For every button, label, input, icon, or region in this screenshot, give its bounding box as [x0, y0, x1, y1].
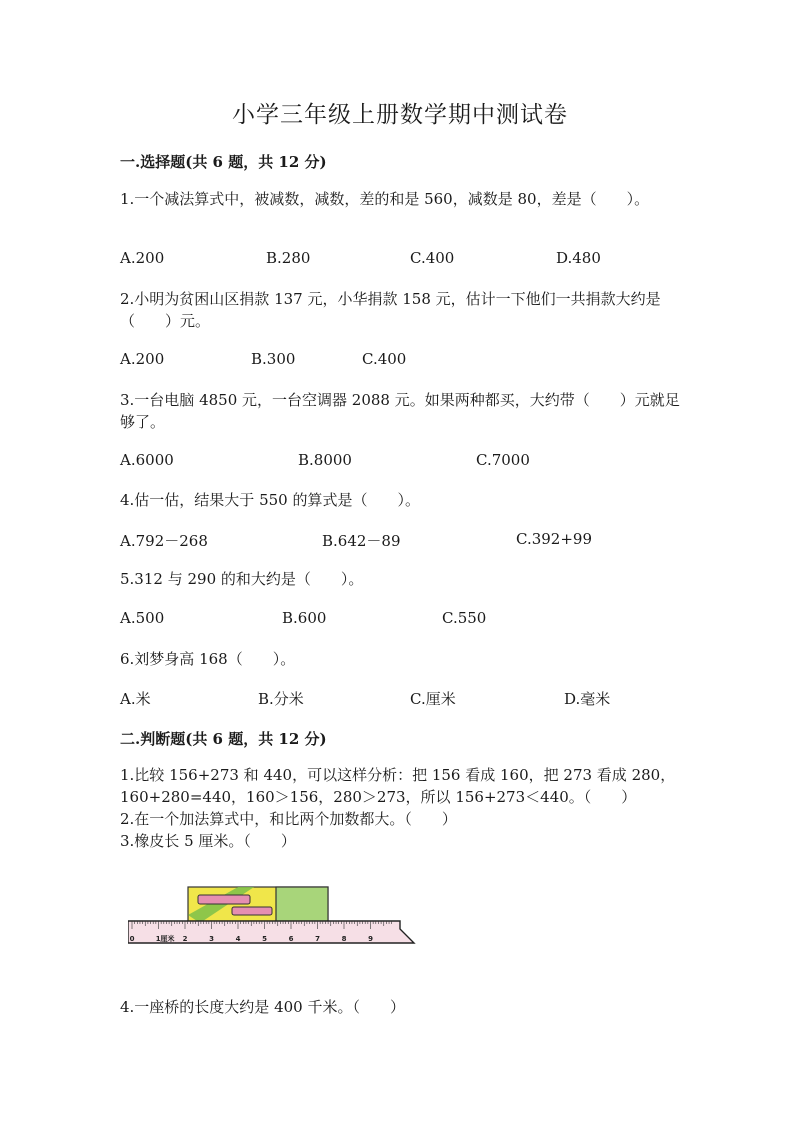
option-d[interactable]: D.毫米 — [564, 690, 611, 708]
ruler-tick-label: 8 — [341, 935, 347, 943]
ruler-unit-label: 1厘米 — [155, 935, 175, 943]
options-1-2 — [120, 350, 700, 372]
page-title: 小学三年级上册数学期中测试卷 — [232, 102, 568, 128]
option-c[interactable]: C.400 — [410, 249, 455, 267]
ruler-tick-label: 9 — [368, 935, 373, 943]
ruler-tick-label: 3 — [209, 935, 214, 943]
question-1-6: 6.刘梦身高 168（ ）。 — [120, 650, 296, 668]
option-d[interactable]: D.480 — [556, 249, 601, 267]
question-2-2: 2.在一个加法算式中，和比两个加数都大。（ ） — [120, 810, 457, 828]
options-1-5 — [120, 609, 700, 631]
eraser-piece-bottom — [232, 907, 272, 915]
ruler-tick-label: 7 — [315, 935, 320, 943]
question-1-1: 1.一个减法算式中，被减数，减数，差的和是 560，减数是 80，差是（ ）。 — [120, 190, 650, 208]
option-c[interactable]: C.7000 — [476, 451, 530, 469]
option-b[interactable]: B.8000 — [298, 451, 352, 469]
options-1-4 — [120, 530, 700, 552]
ruler-tick-label: 2 — [182, 935, 188, 943]
ruler-tick-label: 6 — [288, 935, 294, 943]
eraser-ruler-figure — [128, 885, 418, 951]
section-heading-choice: 一.选择题(共 6 题，共 12 分) — [120, 153, 327, 171]
option-c[interactable]: C.550 — [442, 609, 487, 627]
option-a[interactable]: A.米 — [120, 690, 151, 708]
options-1-1 — [120, 249, 700, 271]
option-b[interactable]: B.280 — [266, 249, 311, 267]
ruler-tick-label: 0 — [129, 935, 135, 943]
question-2-4: 4.一座桥的长度大约是 400 千米。（ ） — [120, 998, 405, 1016]
option-a[interactable]: A.200 — [120, 350, 165, 368]
option-b[interactable]: B.分米 — [258, 690, 304, 708]
option-c[interactable]: C.厘米 — [410, 690, 456, 708]
option-b[interactable]: B.600 — [282, 609, 327, 627]
question-1-4: 4.估一估，结果大于 550 的算式是（ ）。 — [120, 491, 420, 509]
question-2-1: 1.比较 156+273 和 440，可以这样分析：把 156 看成 160，把 273 看成 280，160+280=440，160＞156，280＞273，所以 156+273＜440。（ ） — [120, 766, 676, 806]
option-a[interactable]: A.6000 — [120, 451, 174, 469]
option-b[interactable]: B.300 — [251, 350, 296, 368]
options-1-3 — [120, 451, 700, 473]
question-1-2: 2.小明为贫困山区捐款 137 元，小华捐款 158 元，估计一下他们一共捐款大约是（ ）元。 — [120, 290, 661, 330]
eraser-box-green — [276, 887, 328, 923]
section-heading-judge: 二.判断题(共 6 题，共 12 分) — [120, 730, 327, 748]
question-1-3: 3.一台电脑 4850 元，一台空调器 2088 元。如果两种都买，大约带（ ）元就足够了。 — [120, 391, 680, 431]
option-c[interactable]: C.392+99 — [516, 530, 592, 548]
option-b[interactable]: B.642－89 — [322, 532, 401, 550]
eraser-piece-top — [198, 895, 250, 904]
question-2-3: 3.橡皮长 5 厘米。（ ） — [120, 832, 296, 850]
option-a[interactable]: A.792－268 — [120, 532, 208, 550]
option-c[interactable]: C.400 — [362, 350, 407, 368]
ruler-tick-label: 4 — [235, 935, 241, 943]
options-1-6 — [120, 688, 700, 710]
option-a[interactable]: A.200 — [120, 249, 165, 267]
ruler-tick-label: 5 — [262, 935, 267, 943]
option-a[interactable]: A.500 — [120, 609, 165, 627]
question-1-5: 5.312 与 290 的和大约是（ ）。 — [120, 570, 364, 588]
